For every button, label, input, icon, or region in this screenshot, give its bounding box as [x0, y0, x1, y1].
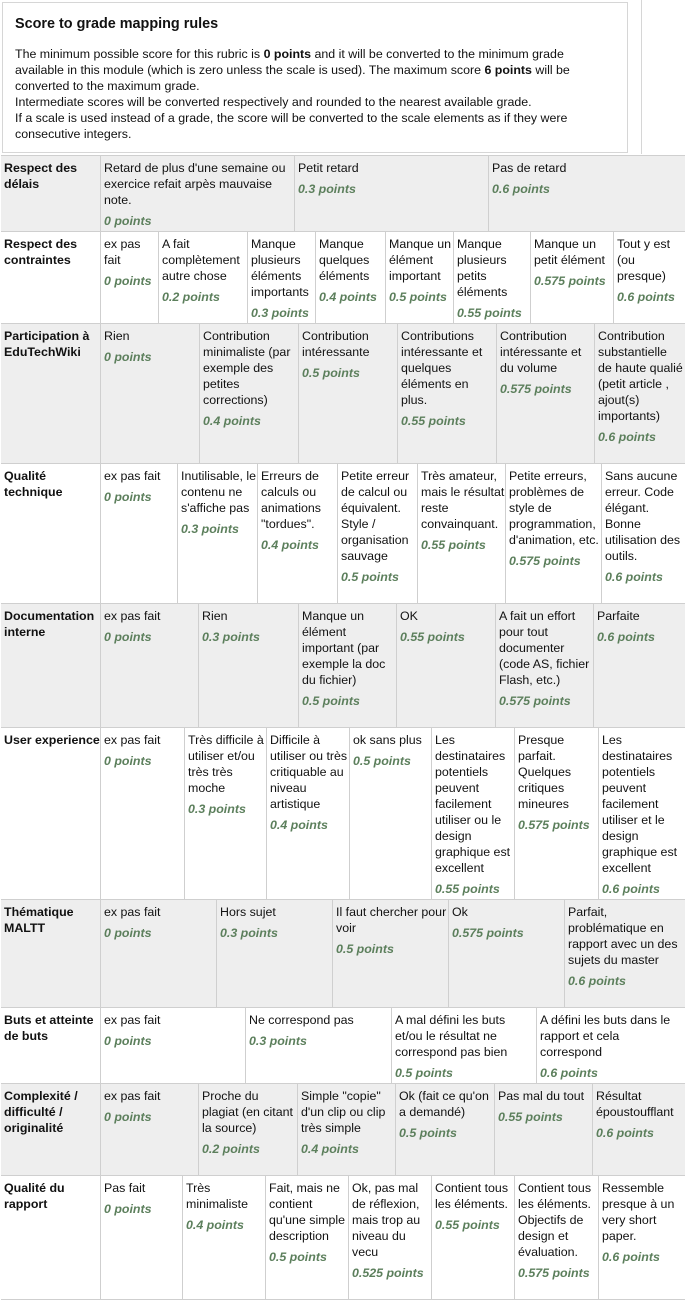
- level-definition: Manque un élément important (par exemple la doc du fichier): [302, 609, 386, 687]
- level-points: 0 points: [104, 754, 152, 768]
- level-definition: ex pas fait: [104, 905, 161, 919]
- level-cell[interactable]: [497, 324, 595, 463]
- level-cell[interactable]: [101, 156, 295, 231]
- level-definition: Ok (fait ce qu'on a demandé): [399, 1089, 489, 1119]
- criterion-row: [1, 463, 685, 603]
- level-points: 0.6 points: [597, 630, 655, 644]
- mapping-paragraph-range: [15, 46, 615, 94]
- level-definition: A mal défini les buts et/ou le résultat ne correspond pas bien: [395, 1013, 508, 1059]
- criterion-name: Complexité / difficulté / originalité: [1, 1084, 101, 1175]
- level-cell[interactable]: [101, 232, 159, 323]
- level-points: 0.4 points: [301, 1142, 359, 1156]
- mapping-text: The minimum possible score for this rubric is: [15, 47, 264, 61]
- mapping-paragraph-scale: If a scale is used instead of a grade, the score will be converted to the scale elements as if they were consecutive integers.: [15, 111, 568, 141]
- level-points: 0 points: [104, 1034, 152, 1048]
- level-definition: Rien: [202, 609, 228, 623]
- level-definition: Petit retard: [298, 161, 359, 175]
- level-definition: ex pas fait: [104, 1089, 161, 1103]
- level-cell[interactable]: [199, 604, 299, 727]
- divider: [1, 1299, 685, 1300]
- level-points: 0.575 points: [500, 382, 572, 396]
- level-points: 0.6 points: [617, 290, 675, 304]
- level-cell[interactable]: [299, 324, 398, 463]
- level-points: 0.575 points: [518, 1266, 590, 1280]
- level-definition: ex pas fait: [104, 609, 161, 623]
- level-definition: Très minimaliste: [186, 1181, 248, 1211]
- level-cell[interactable]: [565, 900, 684, 1007]
- level-cell[interactable]: [333, 900, 449, 1007]
- level-definition: Les destinataires potentiels peuvent facilement utiliser et le design graphique est excellent: [602, 733, 678, 875]
- level-points: 0.575 points: [452, 926, 524, 940]
- level-points: 0.55 points: [400, 630, 465, 644]
- level-cell[interactable]: [396, 1084, 495, 1175]
- level-points: 0.4 points: [319, 290, 377, 304]
- score-mapping-box: [2, 2, 628, 153]
- level-points: 0 points: [104, 350, 152, 364]
- level-cell[interactable]: [299, 604, 397, 727]
- mapping-paragraph-intermediate: Intermediate scores will be converted respectively and rounded to the nearest available grade.: [15, 95, 532, 109]
- level-points: 0.5 points: [353, 754, 411, 768]
- level-definition: Fait, mais ne contient qu'une simple description: [269, 1181, 346, 1243]
- level-points: 0 points: [104, 214, 152, 228]
- level-cell[interactable]: [316, 232, 386, 323]
- criterion-name: Respect des délais: [1, 156, 101, 231]
- level-cell[interactable]: [432, 1176, 515, 1299]
- level-cell[interactable]: [298, 1084, 396, 1175]
- level-points: 0.6 points: [602, 1250, 660, 1264]
- level-cell[interactable]: [101, 1084, 199, 1175]
- level-cell[interactable]: [397, 604, 496, 727]
- level-definition: Hors sujet: [220, 905, 276, 919]
- level-points: 0.3 points: [251, 306, 309, 320]
- level-definition: Inutilisable, le contenu ne s'affiche pas: [181, 469, 257, 515]
- level-definition: Très difficile à utiliser et/ou très très moche: [188, 733, 264, 795]
- level-definition: Simple "copie" d'un clip ou clip très simple: [301, 1089, 386, 1135]
- mapping-text: and it will be converted to the minimum grade available in this module (which is zero unless the scale is used). The maximum score: [15, 47, 564, 77]
- level-definition: Résultat époustoufflant: [596, 1089, 674, 1119]
- level-points: 0.525 points: [352, 1266, 424, 1280]
- level-cell[interactable]: [101, 1008, 246, 1083]
- level-definition: Contient tous les éléments. Objectifs de design et évaluation.: [518, 1181, 592, 1259]
- level-cell[interactable]: [101, 728, 185, 899]
- level-points: 0.55 points: [498, 1110, 563, 1124]
- criterion-name: Documentation interne: [1, 604, 101, 727]
- level-cell[interactable]: [295, 156, 489, 231]
- level-definition: Manque quelques éléments: [319, 237, 370, 283]
- level-points: 0.6 points: [598, 430, 656, 444]
- level-definition: A fait un effort pour tout documenter (code AS, fichier Flash, etc.): [499, 609, 590, 687]
- level-definition: ex pas fait: [104, 469, 161, 483]
- level-definition: Petite erreur de calcul ou équivalent. Style / organisation sauvage: [341, 469, 410, 563]
- level-definition: Contribution intéressante: [302, 329, 370, 359]
- level-points: 0.55 points: [435, 882, 500, 896]
- criterion-name: Participation à EduTechWiki: [1, 324, 101, 463]
- level-cell[interactable]: [614, 232, 684, 323]
- level-definition: ok sans plus: [353, 733, 422, 747]
- level-cell[interactable]: [506, 464, 602, 603]
- level-points: 0.6 points: [540, 1066, 598, 1080]
- criterion-row: [1, 899, 685, 1007]
- level-points: 0.5 points: [341, 570, 399, 584]
- level-definition: Contribution minimaliste (par exemple des petites corrections): [203, 329, 291, 407]
- criterion-name: Thématique MALTT: [1, 900, 101, 1007]
- level-definition: Contributions intéressante et quelques éléments en plus.: [401, 329, 483, 407]
- level-definition: ex pas fait: [104, 237, 141, 267]
- level-definition: Il faut chercher pour voir: [336, 905, 447, 935]
- level-points: 0.3 points: [202, 630, 260, 644]
- level-points: 0.3 points: [298, 182, 356, 196]
- level-definition: Contribution substantielle de haute qualié (petit article , ajout(s) importants): [598, 329, 683, 423]
- level-cell[interactable]: [454, 232, 531, 323]
- level-cell[interactable]: [515, 728, 599, 899]
- level-points: 0.5 points: [399, 1126, 457, 1140]
- level-cell[interactable]: [200, 324, 299, 463]
- level-cell[interactable]: [386, 232, 454, 323]
- level-points: 0.4 points: [270, 818, 328, 832]
- level-cell[interactable]: [185, 728, 267, 899]
- level-definition: Rien: [104, 329, 130, 343]
- level-cell[interactable]: [266, 1176, 349, 1299]
- criterion-row: [1, 727, 685, 899]
- level-definition: Ok: [452, 905, 468, 919]
- level-definition: ex pas fait: [104, 1013, 161, 1027]
- level-points: 0.3 points: [249, 1034, 307, 1048]
- max-score: 6 points: [484, 63, 532, 77]
- level-points: 0.4 points: [261, 538, 319, 552]
- level-definition: Les destinataires potentiels peuvent facilement utiliser ou le design graphique est excellent: [435, 733, 511, 875]
- level-points: 0.3 points: [220, 926, 278, 940]
- mapping-title: Score to grade mapping rules: [15, 16, 219, 32]
- level-cell[interactable]: [101, 900, 217, 1007]
- level-definition: Manque un petit élément: [534, 237, 605, 267]
- level-cell[interactable]: [248, 232, 316, 323]
- level-definition: Difficile à utiliser ou très critiquable au niveau artistique: [270, 733, 348, 811]
- level-points: 0.575 points: [499, 694, 571, 708]
- level-definition: Erreurs de calculs ou animations "tordues".: [261, 469, 321, 531]
- level-points: 0 points: [104, 490, 152, 504]
- level-cell[interactable]: [432, 728, 515, 899]
- level-definition: A fait complètement autre chose: [162, 237, 240, 283]
- level-definition: Manque un élément important: [389, 237, 452, 283]
- min-score: 0 points: [263, 47, 312, 61]
- level-cell[interactable]: [159, 232, 248, 323]
- level-points: 0.4 points: [186, 1218, 244, 1232]
- level-definition: A défini les buts dans le rapport et cela correspond: [540, 1013, 671, 1059]
- level-definition: OK: [400, 609, 418, 623]
- level-cell[interactable]: [599, 1176, 684, 1299]
- criterion-name: Buts et atteinte de buts: [1, 1008, 101, 1083]
- level-cell[interactable]: [531, 232, 614, 323]
- level-points: 0.55 points: [401, 414, 466, 428]
- level-cell[interactable]: [246, 1008, 392, 1083]
- level-cell[interactable]: [418, 464, 506, 603]
- level-points: 0.5 points: [389, 290, 447, 304]
- level-definition: Pas fait: [104, 1181, 146, 1195]
- level-points: 0.6 points: [492, 182, 550, 196]
- level-cell[interactable]: [267, 728, 350, 899]
- level-cell[interactable]: [398, 324, 497, 463]
- level-cell[interactable]: [350, 728, 432, 899]
- criterion-name: Respect des contraintes: [1, 232, 101, 323]
- level-cell[interactable]: [594, 604, 684, 727]
- level-definition: Très amateur, mais le résultat reste convainquant.: [421, 469, 505, 531]
- mapping-text: will be converted to the maximum grade.: [15, 63, 570, 93]
- level-cell[interactable]: [183, 1176, 266, 1299]
- level-cell[interactable]: [599, 728, 684, 899]
- level-points: 0.575 points: [509, 554, 581, 568]
- level-points: 0.3 points: [181, 522, 239, 536]
- level-points: 0.2 points: [202, 1142, 260, 1156]
- level-points: 0.5 points: [395, 1066, 453, 1080]
- level-cell[interactable]: [178, 464, 258, 603]
- level-points: 0.3 points: [188, 802, 246, 816]
- criterion-name: User experience: [1, 728, 101, 899]
- level-points: 0.2 points: [162, 290, 220, 304]
- level-definition: Sans aucune erreur. Code élégant. Bonne utilisation des outils.: [605, 469, 681, 563]
- level-points: 0 points: [104, 926, 152, 940]
- level-cell[interactable]: [101, 464, 178, 603]
- criterion-row: [1, 323, 685, 463]
- level-points: 0.6 points: [602, 882, 660, 896]
- level-definition: Pas de retard: [492, 161, 567, 175]
- criterion-row: [1, 155, 685, 231]
- level-definition: Parfaite: [597, 609, 640, 623]
- level-definition: Manque plusieurs éléments importants: [251, 237, 309, 299]
- level-definition: Pas mal du tout: [498, 1089, 585, 1103]
- level-definition: Contribution intéressante et du volume: [500, 329, 582, 375]
- criterion-row: [1, 1083, 685, 1175]
- level-points: 0.55 points: [435, 1218, 500, 1232]
- level-definition: Presque parfait. Quelques critiques mineures: [518, 733, 572, 811]
- level-points: 0.5 points: [302, 366, 360, 380]
- level-cell[interactable]: [602, 464, 684, 603]
- level-cell[interactable]: [101, 1176, 183, 1299]
- level-cell[interactable]: [392, 1008, 537, 1083]
- criterion-row: [1, 231, 685, 323]
- level-points: 0 points: [104, 630, 152, 644]
- level-points: 0.6 points: [568, 974, 626, 988]
- level-cell[interactable]: [258, 464, 338, 603]
- level-points: 0 points: [104, 1110, 152, 1124]
- criterion-row: [1, 1175, 685, 1299]
- level-definition: Tout y est (ou presque): [617, 237, 671, 283]
- level-points: 0.575 points: [518, 818, 590, 832]
- level-definition: Parfait, problématique en rapport avec un des sujets du master: [568, 905, 678, 967]
- level-definition: Ok, pas mal de réflexion, mais trop au niveau du vecu: [352, 1181, 421, 1259]
- level-cell[interactable]: [101, 604, 199, 727]
- level-points: 0.5 points: [302, 694, 360, 708]
- level-cell[interactable]: [449, 900, 565, 1007]
- criterion-name: Qualité du rapport: [1, 1176, 101, 1299]
- level-cell[interactable]: [496, 604, 594, 727]
- level-definition: ex pas fait: [104, 733, 161, 747]
- criterion-row: [1, 603, 685, 727]
- level-definition: Proche du plagiat (en citant la source): [202, 1089, 293, 1135]
- level-points: 0.5 points: [269, 1250, 327, 1264]
- divider: [641, 0, 642, 154]
- level-points: 0.4 points: [203, 414, 261, 428]
- level-points: 0.6 points: [605, 570, 663, 584]
- criterion-name: Qualité technique: [1, 464, 101, 603]
- level-cell[interactable]: [495, 1084, 593, 1175]
- level-cell[interactable]: [349, 1176, 432, 1299]
- level-definition: Manque plusieurs petits éléments: [457, 237, 508, 299]
- level-cell[interactable]: [338, 464, 418, 603]
- level-points: 0.55 points: [457, 306, 522, 320]
- level-cell[interactable]: [489, 156, 684, 231]
- level-points: 0 points: [104, 274, 152, 288]
- level-points: 0 points: [104, 1202, 152, 1216]
- level-cell[interactable]: [515, 1176, 599, 1299]
- level-points: 0.6 points: [596, 1126, 654, 1140]
- level-cell[interactable]: [101, 324, 200, 463]
- level-definition: Petite erreurs, problèmes de style de programmation, d'animation, etc.: [509, 469, 599, 547]
- criterion-row: [1, 1007, 685, 1083]
- level-points: 0.575 points: [534, 274, 606, 288]
- level-cell[interactable]: [593, 1084, 684, 1175]
- level-definition: Contient tous les éléments.: [435, 1181, 509, 1211]
- level-cell[interactable]: [217, 900, 333, 1007]
- level-definition: Retard de plus d'une semaine ou exercice refait arpès mauvaise note.: [104, 161, 286, 207]
- level-points: 0.5 points: [336, 942, 394, 956]
- level-cell[interactable]: [537, 1008, 684, 1083]
- level-points: 0.55 points: [421, 538, 486, 552]
- level-cell[interactable]: [199, 1084, 298, 1175]
- level-definition: Ne correspond pas: [249, 1013, 354, 1027]
- level-definition: Ressemble presque à un very short paper.: [602, 1181, 675, 1243]
- level-cell[interactable]: [595, 324, 684, 463]
